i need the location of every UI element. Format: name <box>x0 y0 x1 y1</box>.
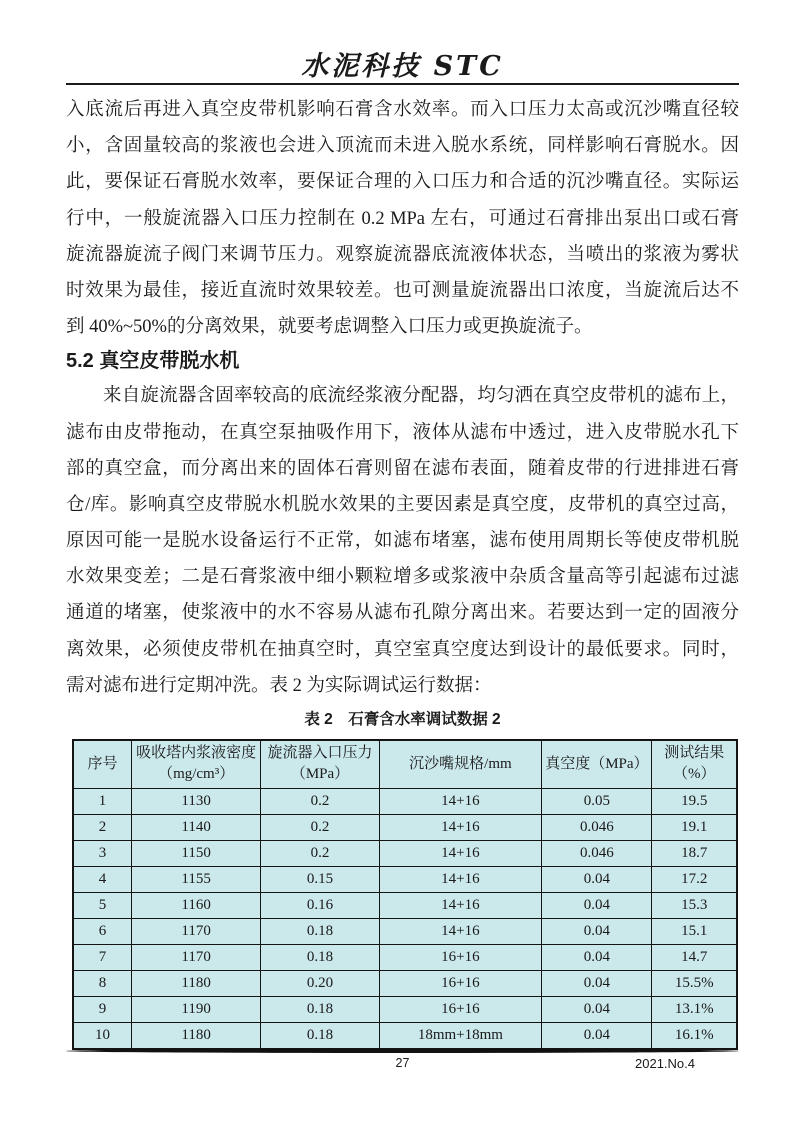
table-row <box>73 970 737 996</box>
table-cell: 16+16 <box>379 944 542 970</box>
table-cell: 1130 <box>131 788 260 814</box>
table-cell: 4 <box>73 866 131 892</box>
header-rule <box>66 83 739 85</box>
table-cell: 6 <box>73 918 131 944</box>
table-cell: 1170 <box>131 944 260 970</box>
table-row <box>73 996 737 1022</box>
table-cell: 14+16 <box>379 892 542 918</box>
table-cell: 0.18 <box>261 918 379 944</box>
table-cell: 16+16 <box>379 970 542 996</box>
table-cell: 15.3 <box>652 892 737 918</box>
table-cell: 1140 <box>131 814 260 840</box>
body-text-line: 行中，一般旋流器入口压力控制在 0.2 MPa 左右，可通过石膏排出泵出口或石膏 <box>66 208 739 229</box>
table-cell: 15.1 <box>652 918 737 944</box>
body-text-line: 到 40%~50%的分离效果，就要考虑调整入口压力或更换旋流子。 <box>66 317 593 338</box>
table-cell: 0.05 <box>542 788 652 814</box>
table-row <box>73 788 737 814</box>
table-cell: 15.5% <box>652 970 737 996</box>
body-text-line: 此，要保证石膏脱水效率，要保证合理的入口压力和合适的沉沙嘴直径。实际运 <box>66 172 739 193</box>
journal-title: 水泥科技 STC <box>301 51 504 82</box>
table-cell: 0.046 <box>542 814 652 840</box>
table-cell: 2 <box>73 814 131 840</box>
table-caption: 表 2 石膏含水率调试数据 2 <box>304 711 501 728</box>
table-row <box>73 866 737 892</box>
page-number: 27 <box>395 1056 410 1070</box>
table-cell: 0.04 <box>542 1022 652 1049</box>
table-cell: 0.04 <box>542 892 652 918</box>
body-text-line: 仓/库。影响真空皮带脱水机脱水效果的主要因素是真空度，皮带机的真空过高， <box>66 494 739 515</box>
table-cell: 16.1% <box>652 1022 737 1049</box>
table-cell: 1180 <box>131 970 260 996</box>
table-cell: 17.2 <box>652 866 737 892</box>
table-row <box>73 892 737 918</box>
table-cell: 16+16 <box>379 996 542 1022</box>
table-row <box>73 944 737 970</box>
body-text-line: 离效果，必须使皮带机在抽真空时，真空室真空度达到设计的最低要求。同时， <box>66 639 739 660</box>
table-cell: 8 <box>73 970 131 996</box>
table-cell: 1170 <box>131 918 260 944</box>
body-text-line: 部的真空盒，而分离出来的固体石膏则留在滤布表面，随着皮带的行进排进石膏 <box>66 458 739 479</box>
page-footer <box>66 1056 739 1070</box>
body-text-line: 来自旋流器含固率较高的底流经浆液分配器，均匀洒在真空皮带机的滤布上， <box>103 386 739 407</box>
table-cell: 0.04 <box>542 944 652 970</box>
table-cell: 1160 <box>131 892 260 918</box>
table-cell: 14.7 <box>652 944 737 970</box>
body-text-line: 通道的堵塞，使浆液中的水不容易从滤布孔隙分离出来。若要达到一定的固液分 <box>66 603 739 624</box>
table-row <box>73 918 737 944</box>
table-cell: 14+16 <box>379 788 542 814</box>
table-row <box>73 814 737 840</box>
column-header-inlet-pressure: 旋流器入口压力 （MPa） <box>261 740 379 788</box>
article-body <box>66 92 739 1050</box>
table-cell: 0.18 <box>261 1022 379 1049</box>
body-text-line: 水效果变差；二是石膏浆液中细小颗粒增多或浆液中杂质含量高等引起滤布过滤 <box>66 567 739 588</box>
table-cell: 1150 <box>131 840 260 866</box>
body-text-line: 原因可能一是脱水设备运行不正常，如滤布堵塞，滤布使用周期长等使皮带机脱 <box>66 531 739 552</box>
table-body <box>73 788 737 1049</box>
footer-divider <box>66 1049 739 1053</box>
table-cell: 13.1% <box>652 996 737 1022</box>
table-cell: 0.18 <box>261 996 379 1022</box>
column-header-slurry-density: 吸收塔内浆液密度 （mg/cm³） <box>131 740 260 788</box>
table-cell: 5 <box>73 892 131 918</box>
paragraph-1 <box>66 92 739 345</box>
table-cell: 18mm+18mm <box>379 1022 542 1049</box>
table-cell: 19.5 <box>652 788 737 814</box>
table-cell: 0.046 <box>542 840 652 866</box>
column-header-test-result: 测试结果 （%） <box>652 740 737 788</box>
table-row <box>73 840 737 866</box>
table-cell: 0.2 <box>261 840 379 866</box>
table-cell: 0.04 <box>542 996 652 1022</box>
column-header-index: 序号 <box>73 740 131 788</box>
table-cell: 7 <box>73 944 131 970</box>
table-cell: 0.15 <box>261 866 379 892</box>
table-cell: 14+16 <box>379 814 542 840</box>
body-text-line: 时效果为最佳，接近直流时效果较差。也可测量旋流器出口浓度，当旋流后达不 <box>66 280 739 301</box>
issue-label: 2021.No.4 <box>635 1056 695 1071</box>
table-cell: 10 <box>73 1022 131 1049</box>
table-cell: 0.18 <box>261 944 379 970</box>
table-cell: 1 <box>73 788 131 814</box>
table-cell: 3 <box>73 840 131 866</box>
body-text-line: 滤布由皮带拖动，在真空泵抽吸作用下，液体从滤布中透过，进入皮带脱水孔下 <box>66 422 739 443</box>
table-cell: 0.04 <box>542 970 652 996</box>
table-cell: 14+16 <box>379 918 542 944</box>
table-header-row <box>73 740 737 788</box>
column-header-vacuum-degree: 真空度（MPa） <box>542 740 652 788</box>
body-text-line: 旋流器旋流子阀门来调节压力。观察旋流器底流液体状态，当喷出的浆液为雾状 <box>66 244 739 265</box>
table-cell: 19.1 <box>652 814 737 840</box>
column-header-nozzle-spec: 沉沙嘴规格/mm <box>379 740 542 788</box>
table-cell: 1155 <box>131 866 260 892</box>
table-cell: 0.2 <box>261 814 379 840</box>
body-text-line: 小，含固量较高的浆液也会进入顶流而未进入脱水系统，同样影响石膏脱水。因 <box>66 136 739 157</box>
table-cell: 0.16 <box>261 892 379 918</box>
gypsum-moisture-test-table <box>72 739 738 1050</box>
table-cell: 18.7 <box>652 840 737 866</box>
section-heading: 5.2 真空皮带脱水机 <box>66 350 240 373</box>
table-cell: 1190 <box>131 996 260 1022</box>
table-cell: 0.2 <box>261 788 379 814</box>
body-text-line: 入底流后再进入真空皮带机影响石膏含水效率。而入口压力太高或沉沙嘴直径较 <box>66 100 739 120</box>
table-cell: 14+16 <box>379 866 542 892</box>
body-text-line: 需对滤布进行定期冲洗。表 2 为实际调试运行数据： <box>66 675 492 696</box>
table-cell: 9 <box>73 996 131 1022</box>
table-cell: 0.04 <box>542 866 652 892</box>
table-row <box>73 1022 737 1049</box>
table-cell: 0.20 <box>261 970 379 996</box>
table-cell: 14+16 <box>379 840 542 866</box>
table-cell: 1180 <box>131 1022 260 1049</box>
table-cell: 0.04 <box>542 918 652 944</box>
paragraph-2 <box>66 378 739 704</box>
